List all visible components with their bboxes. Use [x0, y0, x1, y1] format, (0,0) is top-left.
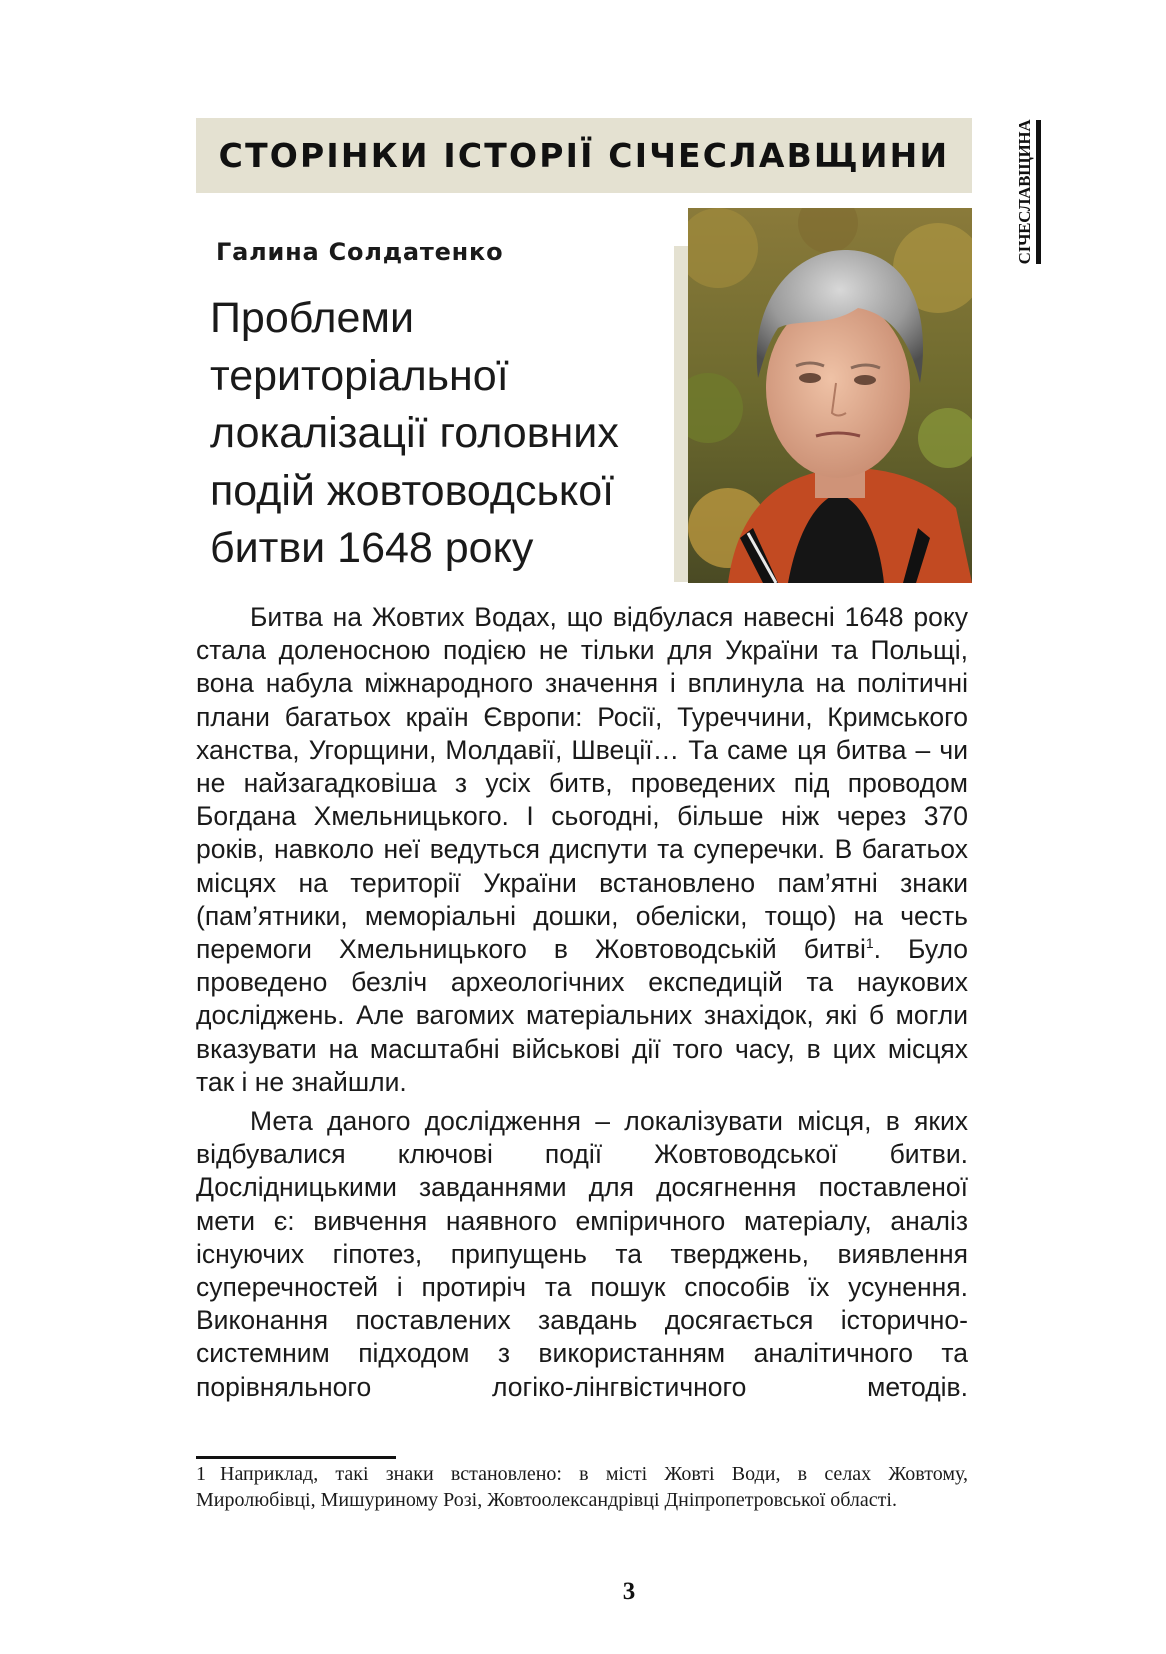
footnote-reference[interactable]: 1 [865, 935, 874, 952]
side-logo-text: СІЧЕСЛАВЩИНА [1015, 119, 1034, 265]
title-line: Проблеми [210, 294, 415, 342]
title-line: територіальної [210, 351, 509, 400]
footnote-text: Наприклад, такі знаки встановлено: в місті Жовті Води, в селах Жовтому, Миролюбівці, Мишуриному Розі, Жовтоолександрівці Дніпропетровської області. [196, 1463, 968, 1511]
paragraph-text: Битва на Жовтих Водах, що відбулася навесні 1648 року стала доленосною подією не тільки для України та Польщі, вона набула міжнародного значення і вплинула на політичні плани багатьох країн Європи: Росії, Туреччини, Кримського ханства, Угорщини, Молдавії, Швеції… Та саме ця битва – чи не найзагадковіша з усіх битв, проведених під проводом Богдана Хмельницького. І сьогодні, більше ніж через 370 років, навколо неї ведуться диспути та суперечки. В багатьох місцях на території України встановлено пам’ятні знаки (пам’ятники, меморіальні дошки, обеліски, тощо) на честь перемоги Хмельницького в Жовтоводській битві [196, 602, 968, 965]
side-logo [1003, 120, 1047, 264]
author-photo [688, 208, 972, 583]
paragraph-text: . Було проведено безліч археологічних експедицій та наукових досліджень. Але вагомих матеріальних знахідок, які б могли вказувати на масштабні військові дії того часу, в цих місцях так і не знайшли. [196, 934, 968, 1097]
title-line: подій жовтоводської [210, 466, 615, 515]
article-title [210, 290, 680, 578]
section-title: СТОРІНКИ ІСТОРІЇ СІЧЕСЛАВЩИНИ [218, 136, 950, 175]
title-line: локалізації головних [210, 409, 619, 457]
page-number: 3 [622, 1578, 636, 1605]
footnote [196, 1461, 968, 1513]
author-name: Галина Солдатенко [216, 238, 504, 266]
footnote-divider [196, 1456, 396, 1459]
footnote-number: 1 [196, 1463, 206, 1485]
side-logo-bar [1036, 120, 1041, 264]
paragraph: Мета даного дослідження – локалізувати місця, в яких відбувалися ключові події Жовтоводської битви. Дослідницькими завданнями для досягнення поставленої мети є: вивчення наявного емпіричного матеріалу, аналіз існуючих гіпотез, припущень та тверджень, виявлення суперечностей і протиріч та пошук способів їх усунення. Виконання поставлених завдань досягається історично-системним підходом з використанням аналітичного та порівняльного логіко-лінгвістичного методів. [196, 1106, 968, 1402]
paragraph [196, 601, 968, 1099]
title-line: битви 1648 року [210, 524, 534, 572]
article-body [196, 601, 968, 1404]
